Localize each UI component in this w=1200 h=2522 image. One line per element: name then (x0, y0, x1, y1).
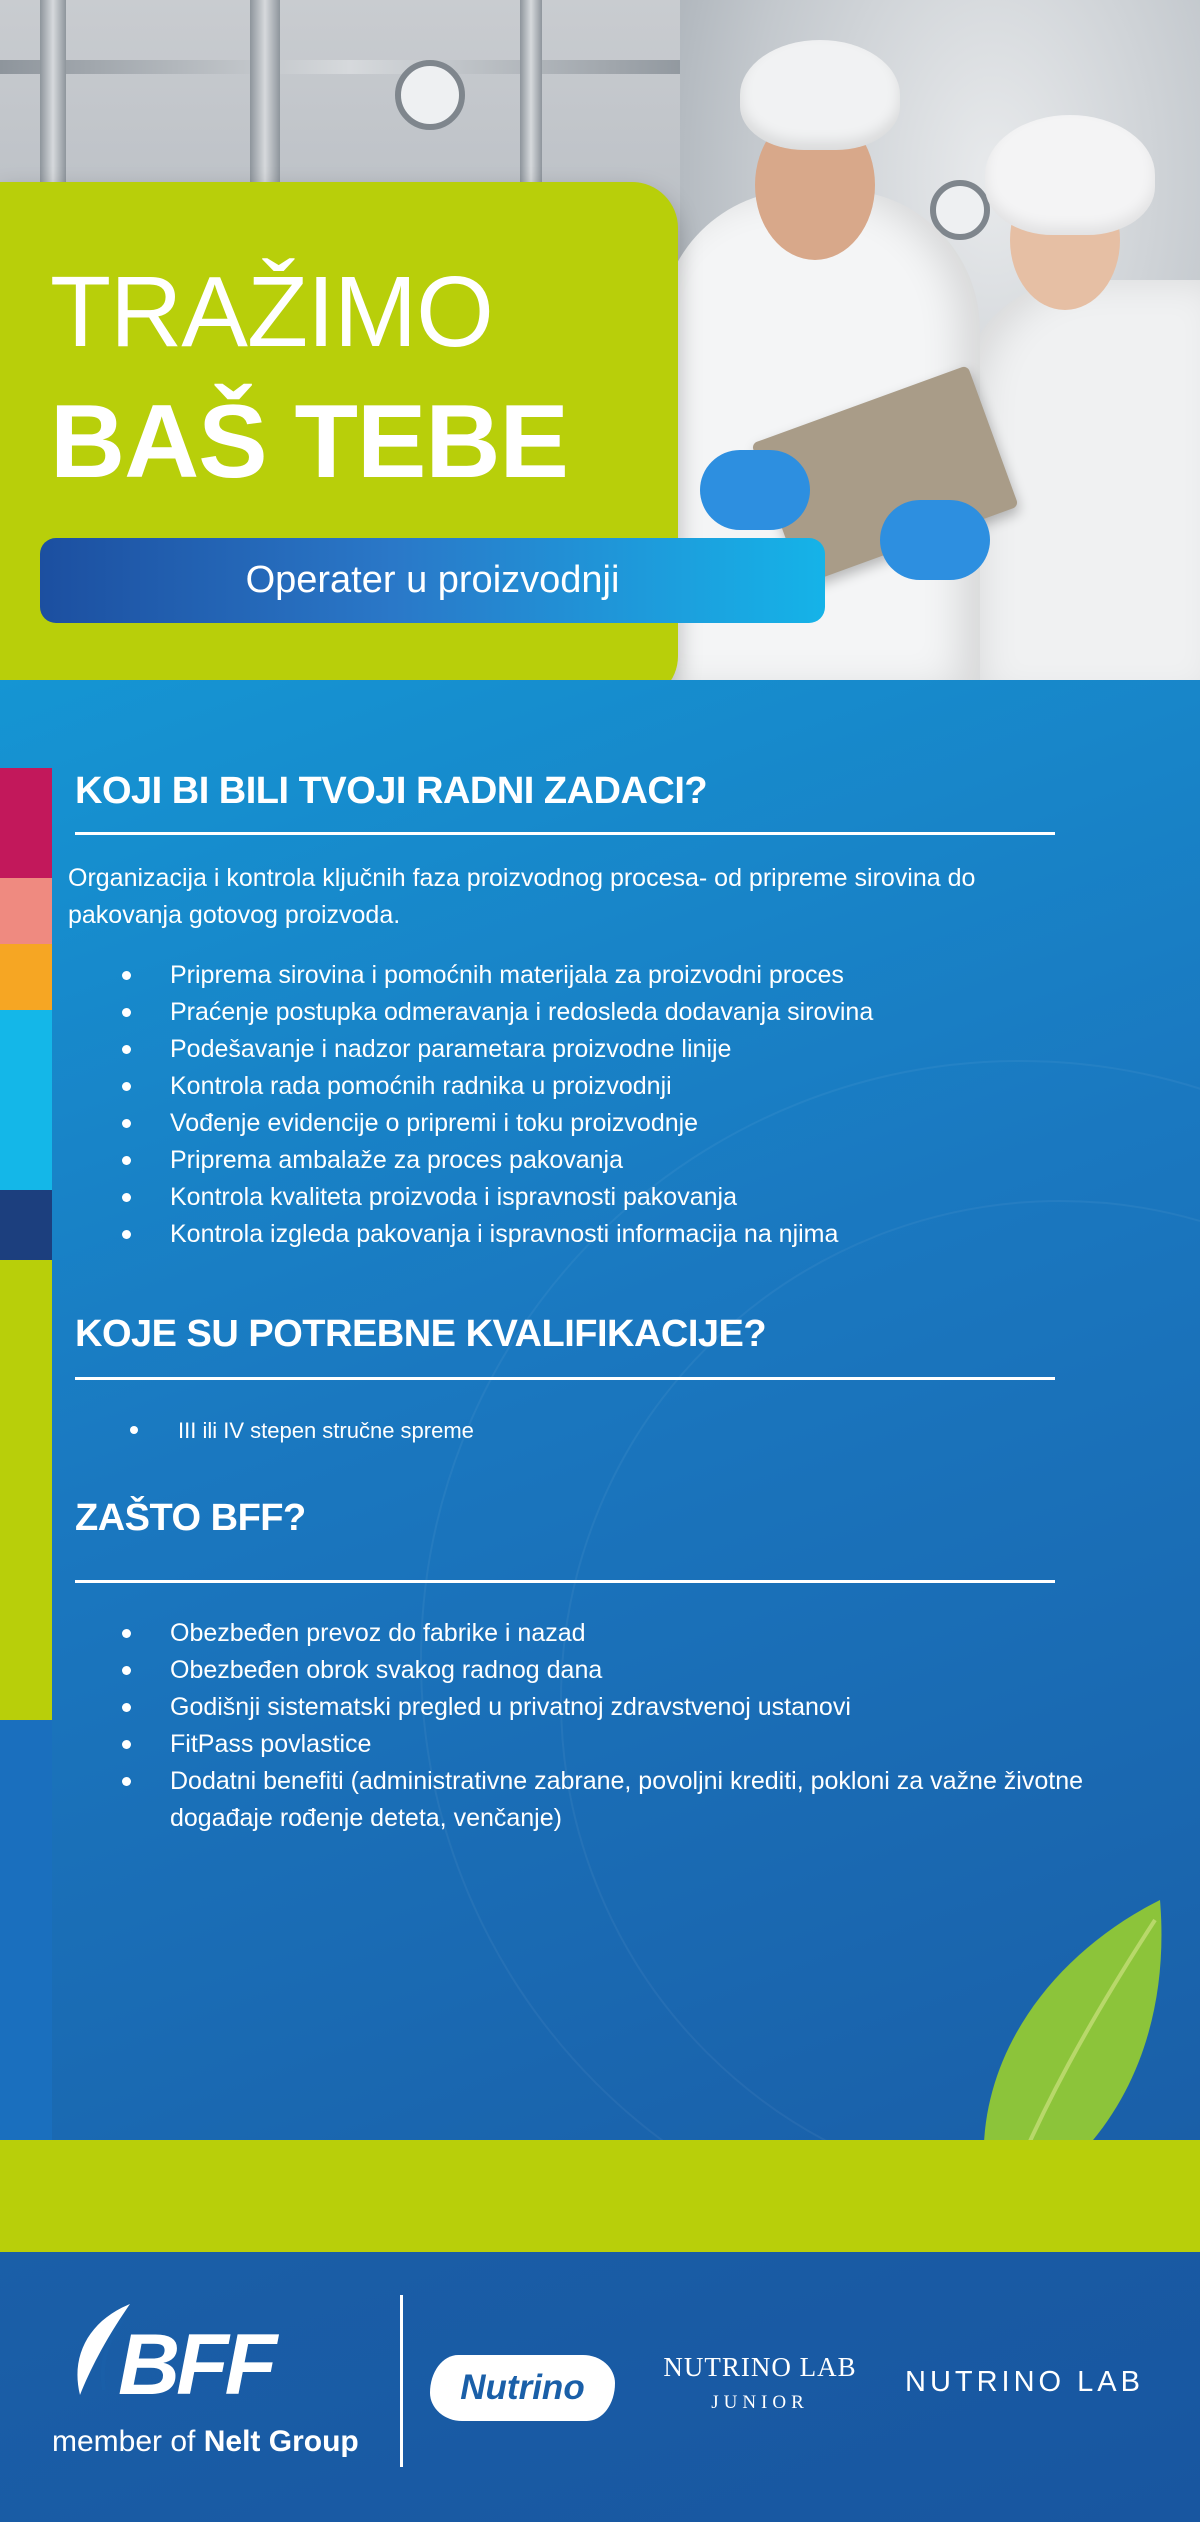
job-role-banner: Operater u proizvodnji (40, 538, 825, 623)
blue-glove (700, 450, 810, 530)
qualifications-heading: KOJE SU POTREBNE KVALIFIKACIJE? (75, 1313, 767, 1355)
list-item: Kontrola kvaliteta proizvoda i ispravnosti pakovanja (122, 1179, 1122, 1216)
hair-net (985, 115, 1155, 235)
why-bff-heading: ZAŠTO BFF? (75, 1497, 306, 1539)
list-item: Vođenje evidencije o pripremi i toku proizvodnje (122, 1105, 1122, 1142)
accent-bar-orange (0, 944, 52, 1010)
list-item: Godišnji sistematski pregled u privatnoj zdravstvenoj ustanovi (122, 1689, 1102, 1726)
bff-logo: BFF (118, 2317, 274, 2413)
tasks-list (122, 957, 1122, 1253)
qualifications-list (130, 1412, 1030, 1449)
list-item: Obezbeđen obrok svakog radnog dana (122, 1652, 1102, 1689)
headline-line-2: BAŠ TEBE (50, 384, 568, 500)
benefits-list (122, 1615, 1102, 1837)
accent-bar-magenta (0, 768, 52, 878)
member-prefix: member of (52, 2425, 204, 2458)
tasks-heading: KOJI BI BILI TVOJI RADNI ZADACI? (75, 770, 708, 812)
nutrino-logo: Nutrino (430, 2355, 615, 2421)
list-item: Praćenje postupka odmeravanja i redosleda dodavanja sirovina (122, 994, 1122, 1031)
nutrino-lab-junior-logo-line2: JUNIOR (711, 2392, 809, 2413)
nutrino-lab-junior-logo-line1: NUTRINO LAB (663, 2352, 857, 2382)
section-divider (75, 1377, 1055, 1380)
factory-pipe (250, 0, 280, 200)
list-item: Priprema ambalaže za proces pakovanja (122, 1142, 1122, 1179)
headline-line-1: TRAŽIMO (50, 256, 493, 368)
accent-bar-cyan (0, 1010, 52, 1190)
logo-divider (400, 2295, 403, 2467)
member-of-nelt-group (52, 2425, 359, 2459)
nutrino-lab-logo: NUTRINO LAB (905, 2366, 1144, 2398)
accent-bar-salmon (0, 878, 52, 944)
accent-bar-navy (0, 1190, 52, 1260)
list-item: Priprema sirovina i pomoćnih materijala za proizvodni proces (122, 957, 1122, 994)
list-item: Obezbeđen prevoz do fabrike i nazad (122, 1615, 1102, 1652)
list-item: Kontrola rada pomoćnih radnika u proizvodnji (122, 1068, 1122, 1105)
factory-pipe (0, 60, 700, 74)
pressure-gauge (395, 60, 465, 130)
nelt-group-label: Nelt Group (203, 2425, 359, 2458)
section-divider (75, 832, 1055, 835)
accent-bar-blue (0, 1720, 52, 2140)
accent-bar-lime (0, 1260, 52, 1720)
hair-net (740, 40, 900, 150)
list-item: Dodatni benefiti (administrativne zabrane, povoljni krediti, pokloni za važne životne događaje rođenje deteta, venčanje) (122, 1763, 1102, 1837)
section-divider (75, 1580, 1055, 1583)
factory-pipe (40, 0, 66, 200)
list-item: FitPass povlastice (122, 1726, 1102, 1763)
blue-glove (880, 500, 990, 580)
tasks-intro: Organizacija i kontrola ključnih faza proizvodnog procesa- od pripreme sirovina do pakovanja gotovog proizvoda. (68, 864, 976, 929)
factory-pipe (520, 0, 542, 200)
lime-band (0, 2140, 1200, 2252)
list-item: Kontrola izgleda pakovanja i ispravnosti informacija na njima (122, 1216, 1122, 1253)
list-item: III ili IV stepen stručne spreme (130, 1412, 1030, 1449)
list-item: Podešavanje i nadzor parametara proizvodne linije (122, 1031, 1122, 1068)
